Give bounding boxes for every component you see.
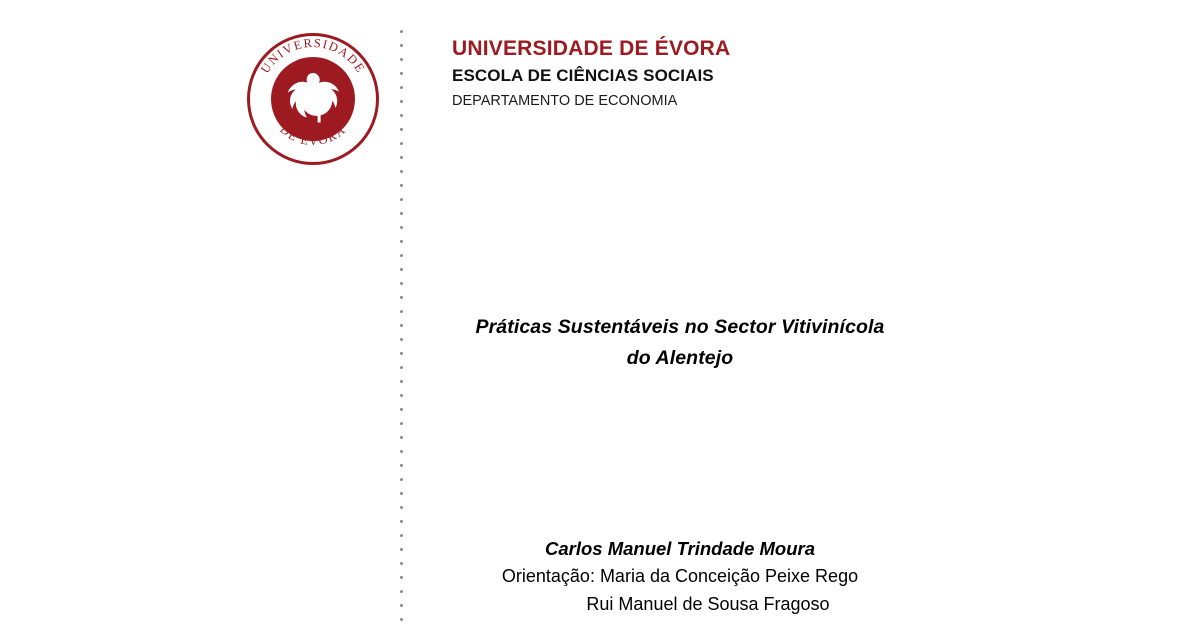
divider-dot [400,324,403,327]
title-line-2: do Alentejo [626,347,734,369]
university-seal-logo [247,33,379,165]
divider-dot [400,408,403,411]
divider-dot [400,590,403,593]
divider-dot [400,268,403,271]
divider-dot [400,296,403,299]
department-name: DEPARTAMENTO DE ECONOMIA [452,93,678,109]
divider-dot [400,254,403,257]
divider-dot [400,366,403,369]
divider-dot [400,240,403,243]
divider-dot [400,72,403,75]
divider-dot [400,142,403,145]
author-name: Carlos Manuel Trindade Moura [544,538,815,559]
divider-dot [400,562,403,565]
divider-dot [400,380,403,383]
divider-dot [400,282,403,285]
divider-dot [400,44,403,47]
divider-dot [400,534,403,537]
divider-dot [400,520,403,523]
divider-dot [400,212,403,215]
divider-dot [400,576,403,579]
divider-dot [400,394,403,397]
advisor-primary: Orientação: Maria da Conceição Peixe Rego [501,566,859,586]
divider-dot [400,618,403,621]
document-title [430,312,930,374]
divider-dot [400,86,403,89]
seal-bottom-arc-label: DE ÉVORA [277,122,349,149]
title-line-1: Práticas Sustentáveis no Sector Vitivinícola [475,316,885,338]
author-block [430,536,930,618]
divider-dot [400,30,403,33]
divider-dot [400,492,403,495]
divider-dot [400,604,403,607]
divider-dot [400,436,403,439]
divider-dot [400,548,403,551]
divider-dot [400,128,403,131]
dove-emblem-icon [271,57,355,141]
university-name: UNIVERSIDADE DE ÉVORA [452,37,731,60]
school-name: ESCOLA DE CIÊNCIAS SOCIAIS [452,66,714,85]
divider-dot [400,464,403,467]
divider-dot [400,58,403,61]
advisor-secondary: Rui Manuel de Sousa Fragoso [586,594,830,614]
divider-dot [400,226,403,229]
divider-dot [400,506,403,509]
divider-dot [400,198,403,201]
seal-top-arc-label: UNIVERSIDADE [257,35,369,76]
divider-dot [400,450,403,453]
divider-dot [400,114,403,117]
divider-dot [400,352,403,355]
divider-dot [400,422,403,425]
divider-dot [400,156,403,159]
divider-dot [400,170,403,173]
divider-dot [400,100,403,103]
divider-dot [400,310,403,313]
divider-dot [400,338,403,341]
divider-dot [400,184,403,187]
divider-dot [400,478,403,481]
vertical-dotted-divider [400,30,403,628]
institution-header [452,36,1092,112]
